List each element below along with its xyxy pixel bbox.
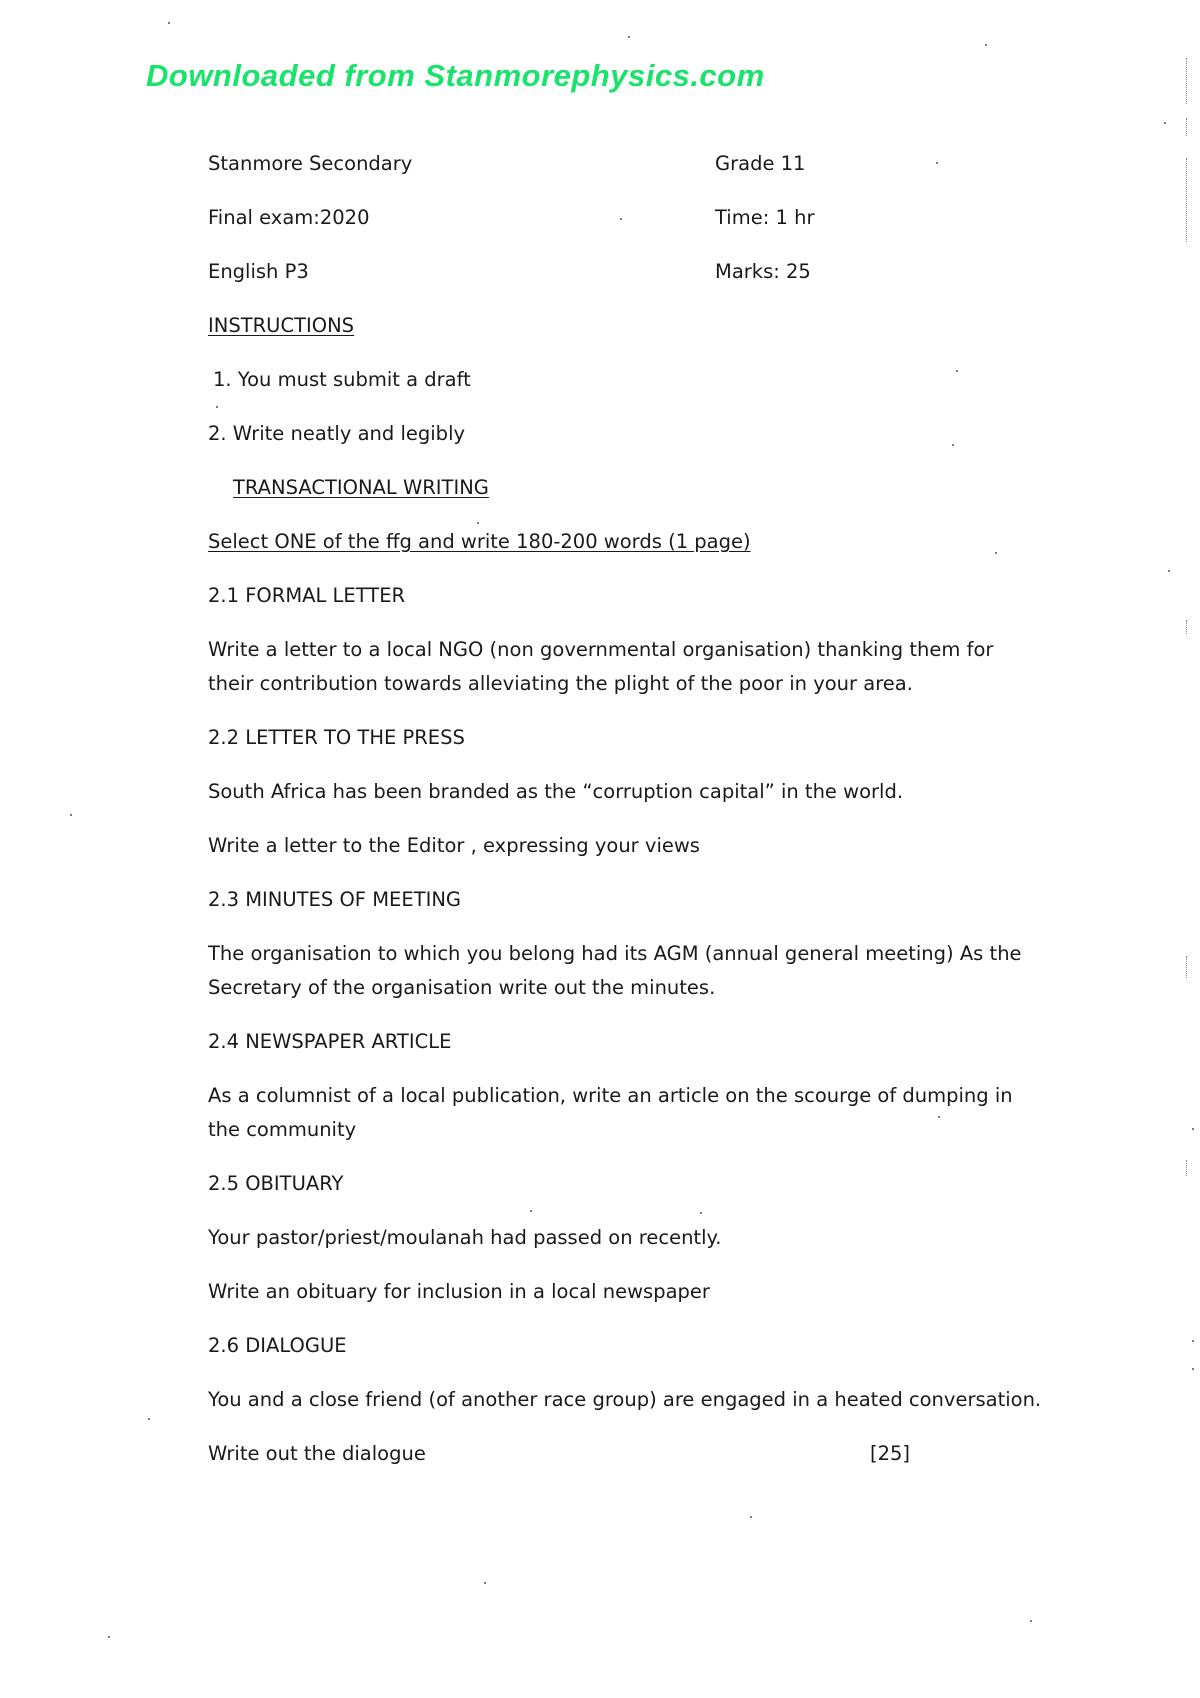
watermark-text: Downloaded from Stanmorephysics.com xyxy=(146,58,765,93)
section-title: TRANSACTIONAL WRITING xyxy=(233,476,489,499)
instructions-heading: INSTRUCTIONS xyxy=(208,314,355,337)
question-text: their contribution towards alleviating the plight of the poor in your area. xyxy=(208,672,913,695)
paper-label: English P3 xyxy=(208,260,309,283)
question-text: Secretary of the organisation write out the minutes. xyxy=(208,976,716,999)
scan-speck xyxy=(620,218,622,220)
question-text: the community xyxy=(208,1118,357,1141)
scan-speck xyxy=(1030,1620,1032,1622)
scan-speck xyxy=(995,552,997,554)
scan-speck xyxy=(1192,1128,1194,1130)
scan-artifact xyxy=(1186,956,1188,978)
scan-speck xyxy=(952,444,954,446)
scan-artifact xyxy=(1186,1160,1188,1176)
scan-speck xyxy=(148,1418,150,1420)
grade-label: Grade 11 xyxy=(715,152,806,175)
question-heading: 2.1 FORMAL LETTER xyxy=(208,584,406,607)
question-heading: 2.3 MINUTES OF MEETING xyxy=(208,888,462,911)
scan-speck xyxy=(168,22,170,24)
scan-speck xyxy=(530,1210,532,1212)
scan-speck xyxy=(628,36,630,38)
scan-speck xyxy=(750,1516,752,1518)
question-heading: 2.2 LETTER TO THE PRESS xyxy=(208,726,465,749)
total-marks: [25] xyxy=(870,1442,911,1465)
marks-label: Marks: 25 xyxy=(715,260,811,283)
scan-speck xyxy=(1168,570,1170,572)
scan-speck xyxy=(216,406,218,408)
question-text: Write a letter to a local NGO (non governmental organisation) thanking them for xyxy=(208,638,994,661)
scan-artifact xyxy=(1186,158,1188,242)
scan-speck xyxy=(936,162,938,164)
scan-speck xyxy=(477,522,479,524)
question-text: Your pastor/priest/moulanah had passed on recently. xyxy=(208,1226,722,1249)
scan-speck xyxy=(985,44,987,46)
scan-artifact xyxy=(1186,118,1188,136)
question-text: You and a close friend (of another race group) are engaged in a heated conversation. xyxy=(208,1388,1042,1411)
question-heading: 2.4 NEWSPAPER ARTICLE xyxy=(208,1030,452,1053)
scan-artifact xyxy=(1186,58,1188,104)
scan-speck xyxy=(956,370,958,372)
school-name: Stanmore Secondary xyxy=(208,152,413,175)
scan-speck xyxy=(1164,122,1166,124)
scan-speck xyxy=(70,814,72,816)
scan-speck xyxy=(1192,1340,1194,1342)
question-text: As a columnist of a local publication, write an article on the scourge of dumping in xyxy=(208,1084,1013,1107)
question-text: Write an obituary for inclusion in a local newspaper xyxy=(208,1280,710,1303)
question-heading: 2.6 DIALOGUE xyxy=(208,1334,347,1357)
scan-speck xyxy=(1192,1368,1194,1370)
scan-speck xyxy=(700,1212,702,1214)
scan-artifact xyxy=(1186,620,1188,634)
question-text: Write a letter to the Editor , expressing your views xyxy=(208,834,700,857)
question-text: South Africa has been branded as the “corruption capital” in the world. xyxy=(208,780,904,803)
section-subtitle: Select ONE of the ffg and write 180-200 words (1 page) xyxy=(208,530,751,553)
time-label: Time: 1 hr xyxy=(715,206,815,229)
question-text: Write out the dialogue xyxy=(208,1442,426,1465)
instruction-item: 1. You must submit a draft xyxy=(213,368,471,391)
question-heading: 2.5 OBITUARY xyxy=(208,1172,344,1195)
question-text: The organisation to which you belong had its AGM (annual general meeting) As the xyxy=(208,942,1022,965)
scan-speck xyxy=(108,1636,110,1638)
instruction-item: 2. Write neatly and legibly xyxy=(208,422,466,445)
scan-speck xyxy=(938,1116,940,1118)
scan-speck xyxy=(484,1582,486,1584)
exam-label: Final exam:2020 xyxy=(208,206,370,229)
